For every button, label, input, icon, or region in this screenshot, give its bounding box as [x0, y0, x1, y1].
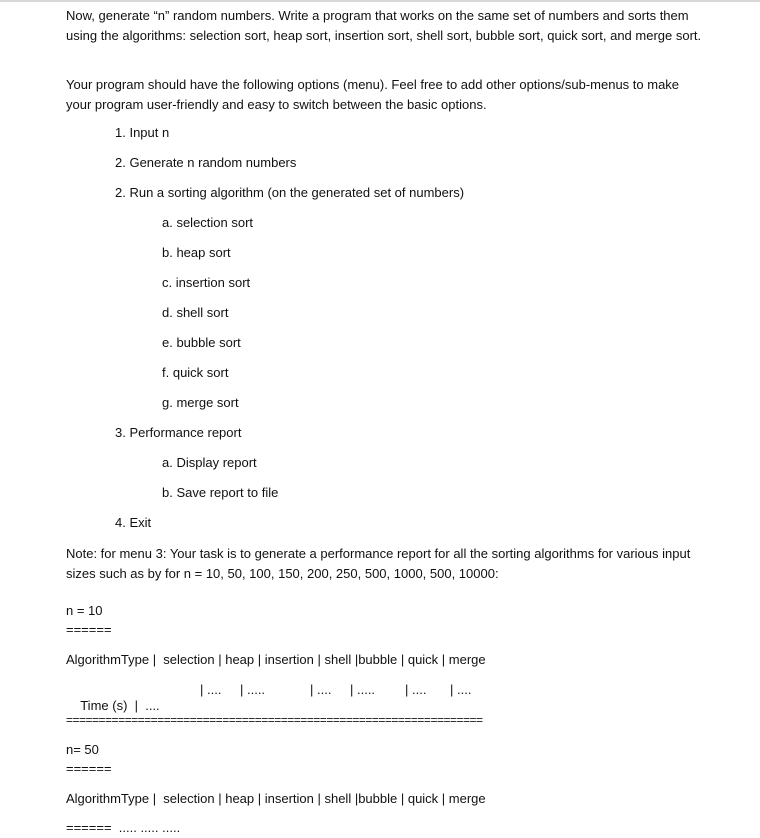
menu-item-exit: 4. Exit	[115, 515, 152, 530]
sort-option-insertion: c. insertion sort	[162, 275, 251, 290]
menu-item-generate: 2. Generate n random numbers	[115, 155, 297, 170]
report1-time-cell: | .....	[350, 682, 376, 697]
report1-time-cell: | ....	[405, 682, 427, 697]
sort-option-selection: a. selection sort	[162, 215, 254, 230]
report1-time-cell: | ....	[450, 682, 472, 697]
sort-option-bubble: e. bubble sort	[162, 335, 241, 350]
report2-trailer: ====== ..... ..... .....	[66, 820, 181, 835]
menu-item-input-n: 1. Input n	[115, 125, 170, 140]
report1-long-rule: ================================================================	[66, 713, 483, 727]
note-paragraph: Note: for menu 3: Your task is to generate a performance report for all the sorting algorithms for various input sizes such as by for n = 10, 50, 100, 150, 200, 250, 500, 1000, 500, 10000:	[66, 546, 691, 581]
intro-paragraph: Now, generate “n” random numbers. Write a program that works on the same set of numbers and sorts them using the algorithms: selection sort, heap sort, insertion sort, shell sort, bubble sort, quick sort, and merge sort.	[66, 8, 702, 43]
menu-intro-paragraph: Your program should have the following options (menu). Feel free to add other options/sub-menus to make your program user-friendly and easy to switch between the basic options.	[66, 77, 680, 112]
report-option-save: b. Save report to file	[162, 485, 279, 500]
report1-short-rule: ======	[66, 622, 112, 637]
report2-n-label: n= 50	[66, 742, 99, 757]
sort-option-quick: f. quick sort	[162, 365, 229, 380]
menu-item-run-sort: 2. Run a sorting algorithm (on the generated set of numbers)	[115, 185, 465, 200]
report1-time-cell: | ....	[200, 682, 222, 697]
sort-option-shell: d. shell sort	[162, 305, 229, 320]
report2-short-rule: ======	[66, 761, 112, 776]
sort-option-merge: g. merge sort	[162, 395, 239, 410]
report1-header: AlgorithmType | selection | heap | insertion | shell |bubble | quick | merge	[66, 652, 486, 667]
report2-header: AlgorithmType | selection | heap | insertion | shell |bubble | quick | merge	[66, 791, 486, 806]
report1-time-cell: | ....	[310, 682, 332, 697]
sort-option-heap: b. heap sort	[162, 245, 231, 260]
report1-n-label: n = 10	[66, 603, 103, 618]
report-option-display: a. Display report	[162, 455, 257, 470]
menu-item-performance: 3. Performance report	[115, 425, 242, 440]
report1-time-label: Time (s) | ....	[80, 698, 160, 713]
report1-time-cell: | .....	[240, 682, 266, 697]
